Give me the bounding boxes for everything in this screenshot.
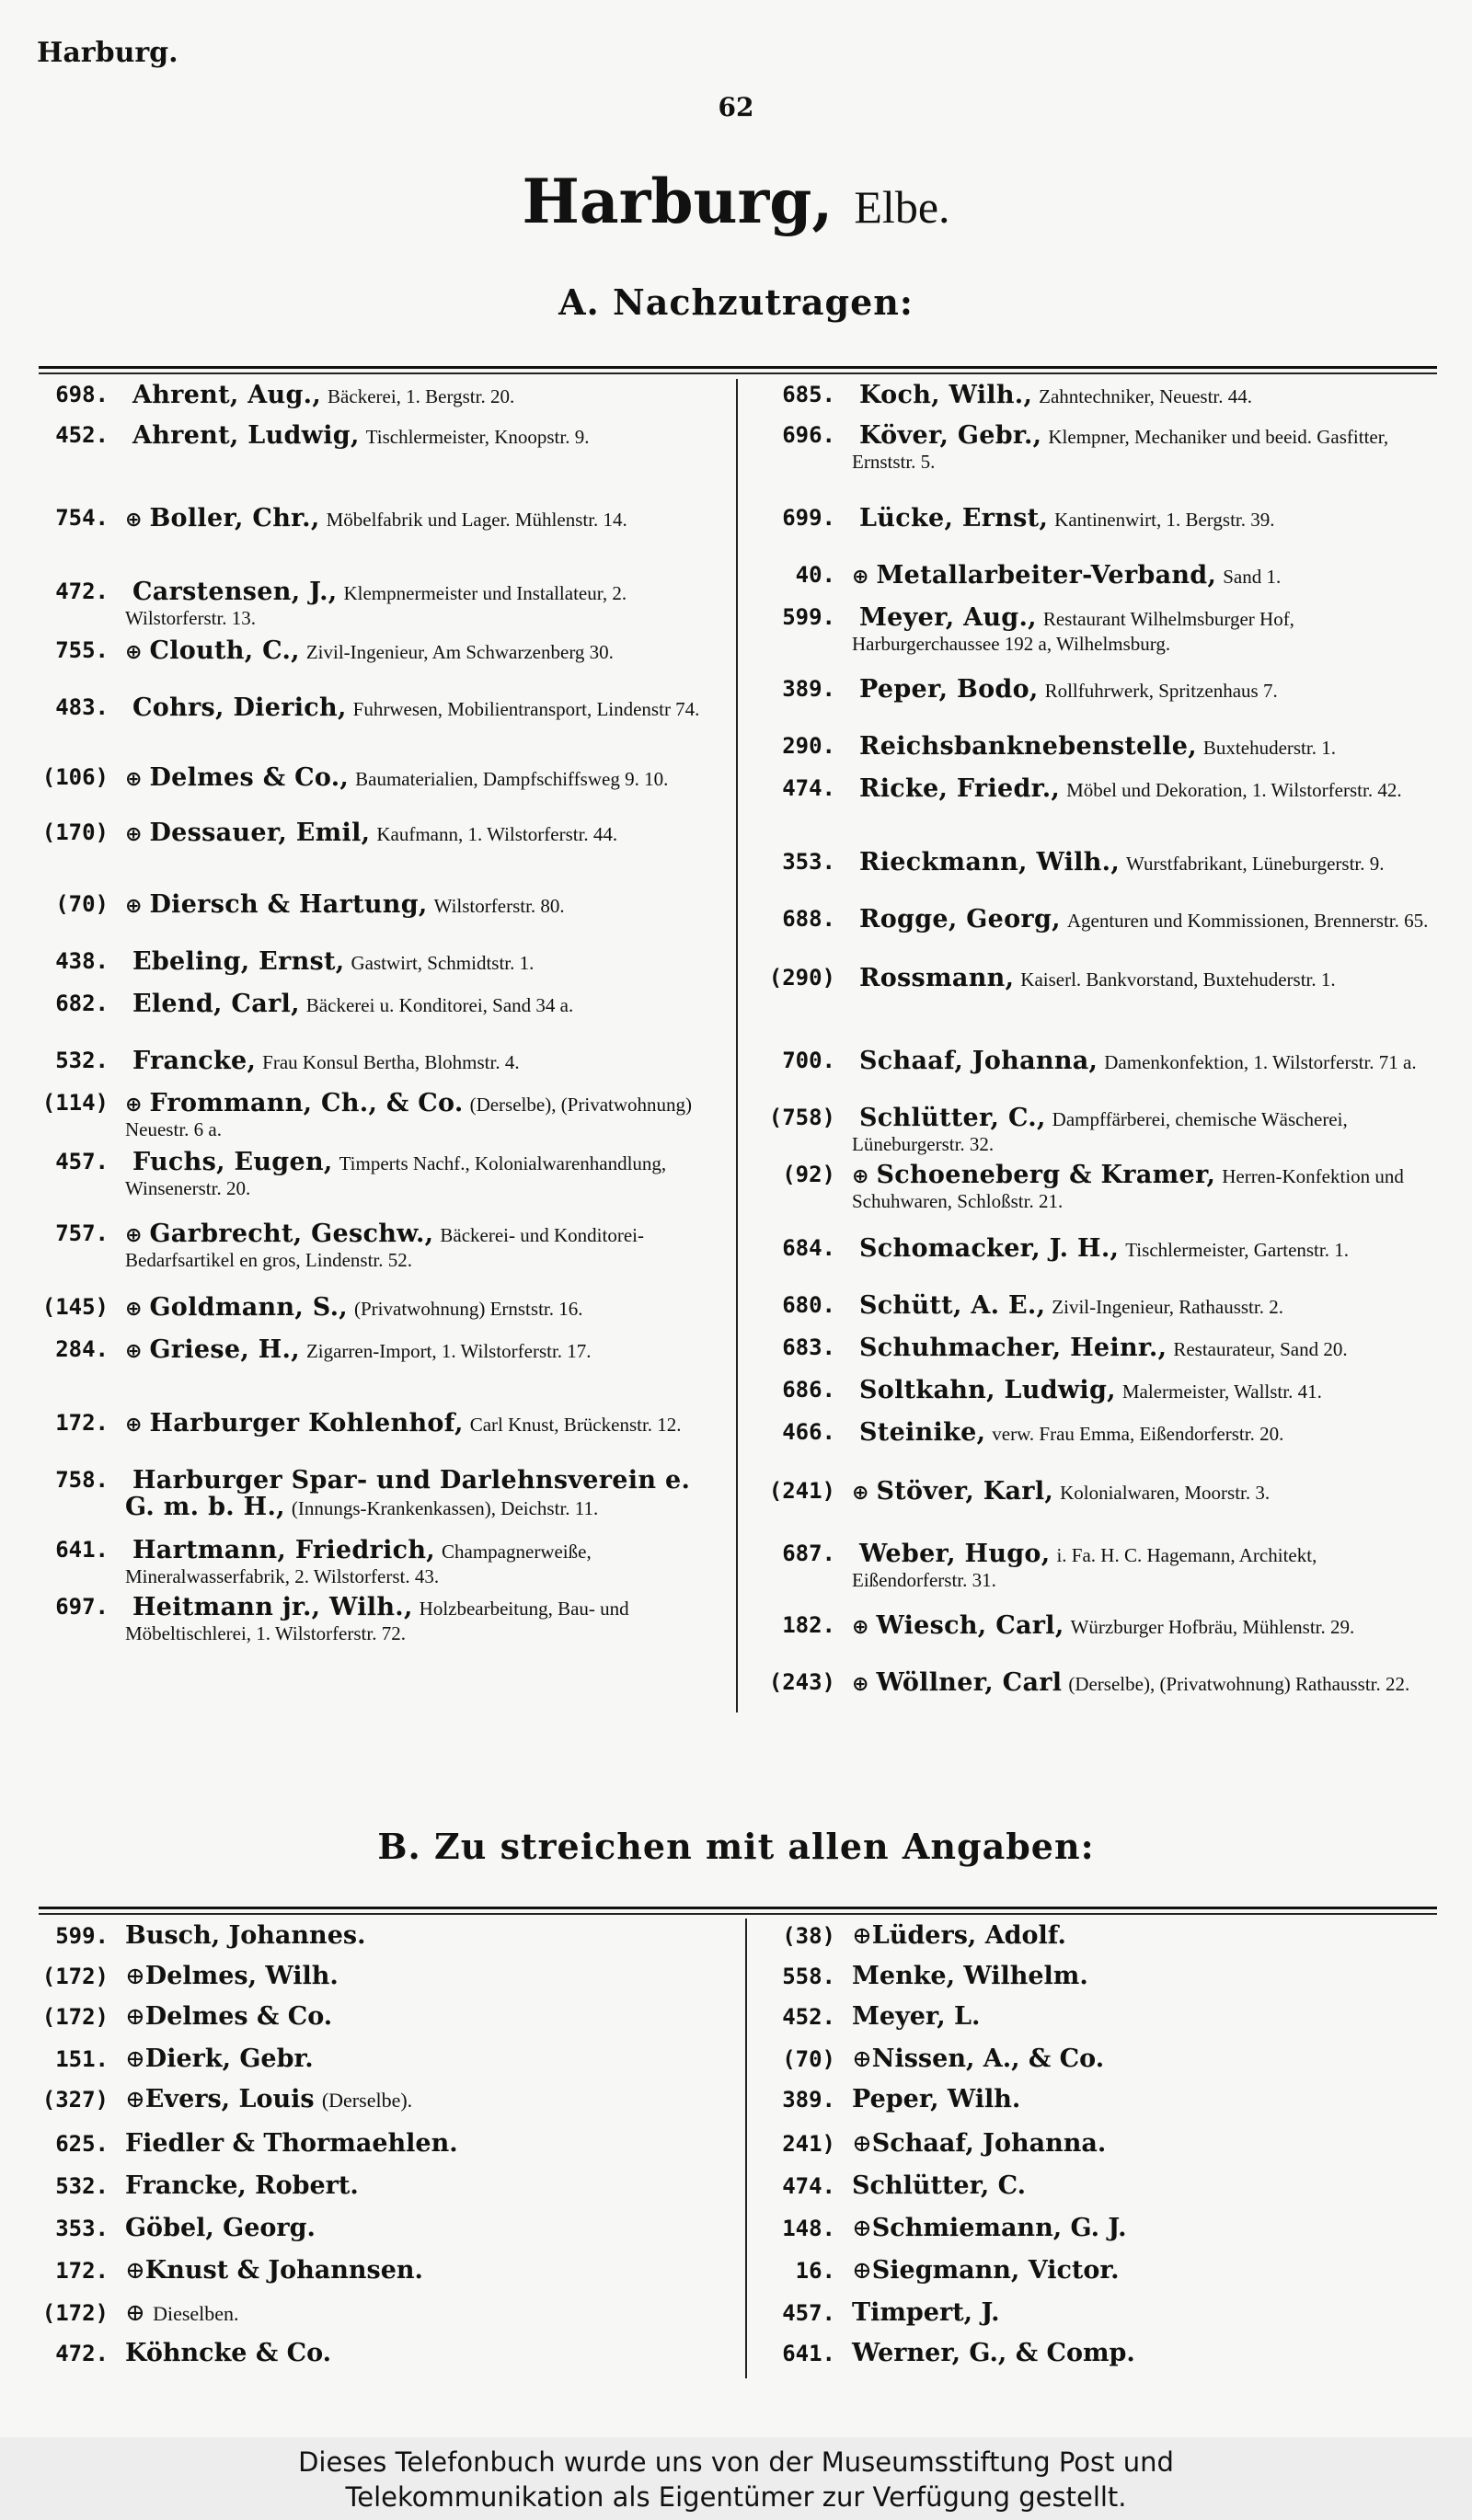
entry-number: (170) <box>41 819 109 845</box>
telephone-mark-icon: ⊕ <box>125 1298 143 1321</box>
entry-number: 40. <box>795 562 835 588</box>
entry-name: Ahrent, Ludwig, <box>132 421 360 450</box>
telephone-mark-icon: ⊕ <box>852 1165 869 1188</box>
entry-body <box>852 1105 1435 1157</box>
entry-number: 758. <box>55 1467 109 1493</box>
entry-number: 466. <box>782 1419 835 1445</box>
entry-body <box>125 1538 708 1589</box>
entry-number: 599. <box>55 1923 109 1949</box>
entry-body <box>125 1337 708 1364</box>
entry-name: Wiesch, Carl, <box>876 1611 1064 1640</box>
entry-name: Schoeneberg & Kramer, <box>876 1161 1216 1189</box>
entry-body <box>125 2172 708 2201</box>
entry-name: Schuhmacher, Heinr., <box>859 1334 1167 1362</box>
entry-details: Zivil-Ingenieur, Rathausstr. 2. <box>1052 1296 1283 1318</box>
section-a-rule-top-2 <box>39 372 1437 374</box>
entry-body <box>125 2130 708 2159</box>
entry-name: Diersch & Hartung, <box>149 890 428 919</box>
entry-details: verw. Frau Emma, Eißendorferstr. 20. <box>992 1423 1284 1445</box>
entry-name: Hartmann, Friedrich, <box>132 1536 436 1564</box>
telephone-mark-icon: ⊕ <box>125 823 143 846</box>
entry-body <box>852 1963 1435 1991</box>
telephone-mark-icon: ⊕ <box>852 1922 872 1950</box>
entry-body <box>125 820 708 847</box>
entry-body <box>125 2257 708 2285</box>
entry-body <box>125 2045 708 2074</box>
telephone-mark-icon: ⊕ <box>125 2045 145 2073</box>
entry-body <box>852 2172 1435 2201</box>
page-title <box>0 166 1472 237</box>
entry-number: 472. <box>55 2341 109 2366</box>
entry-name: Schlütter, C. <box>852 2171 1027 2200</box>
entry-body <box>852 2340 1435 2368</box>
entry-body <box>125 1048 708 1075</box>
entry-name: Schaaf, Johanna, <box>859 1047 1098 1075</box>
entry-details: Agenturen und Kommissionen, Brennerstr. 65. <box>1066 910 1429 932</box>
telephone-mark-icon: ⊕ <box>125 1224 143 1247</box>
entry-details: Bäckerei u. Konditorei, Sand 34 a. <box>305 994 574 1016</box>
telephone-mark-icon: ⊕ <box>852 1482 869 1505</box>
entry-name: Elend, Carl, <box>132 990 300 1018</box>
entry-details: Carl Knust, Brückenstr. 12. <box>469 1414 682 1436</box>
running-head: Harburg. <box>37 37 178 69</box>
entry-details: Frau Konsul Bertha, Blohmstr. 4. <box>262 1051 520 1073</box>
entry-number: 757. <box>55 1220 109 1246</box>
entry-name: Lüders, Adolf. <box>871 1921 1066 1950</box>
entry-number: 438. <box>55 948 109 974</box>
entry-name: Soltkahn, Ludwig, <box>859 1376 1116 1404</box>
entry-body <box>852 1335 1435 1362</box>
entry-details: Wilstorferstr. 80. <box>433 895 565 917</box>
entry-name: Griese, H., <box>149 1335 300 1364</box>
telephone-mark-icon: ⊕ <box>125 1094 143 1117</box>
entry-body <box>125 638 708 665</box>
entry-name: Schütt, A. E., <box>859 1291 1046 1320</box>
entry-body <box>852 2257 1435 2285</box>
entry-name: Siegmann, Victor. <box>871 2256 1120 2285</box>
entry-number: 599. <box>782 604 835 630</box>
page-number: 62 <box>718 92 754 122</box>
entry-name: Boller, Chr., <box>149 504 320 533</box>
entry-body <box>852 1922 1435 1951</box>
entry-details: Zivil-Ingenieur, Am Schwarzenberg 30. <box>305 641 614 663</box>
entry-name: Werner, G., & Comp. <box>852 2339 1135 2367</box>
entry-name: Meyer, L. <box>852 2002 981 2031</box>
telephone-mark-icon: ⊕ <box>125 2003 145 2031</box>
entry-details: Würzburger Hofbräu, Mühlenstr. 29. <box>1070 1616 1355 1638</box>
entry-number: 755. <box>55 637 109 663</box>
entry-details: Tischlermeister, Gartenstr. 1. <box>1125 1239 1349 1261</box>
entry-number: (38) <box>782 1923 835 1949</box>
entry-number: (290) <box>768 965 835 991</box>
entry-number: 686. <box>782 1377 835 1403</box>
entry-name: Schlütter, C., <box>859 1104 1046 1132</box>
entry-number: 558. <box>782 1964 835 1989</box>
entry-name: Meyer, Aug., <box>859 603 1037 632</box>
entry-number: (106) <box>41 764 109 790</box>
entry-body <box>852 2299 1435 2328</box>
entry-details: Gastwirt, Schmidtstr. 1. <box>351 952 535 974</box>
entry-number: (172) <box>41 2004 109 2030</box>
entry-number: 284. <box>55 1336 109 1362</box>
entry-body <box>125 1221 708 1273</box>
entry-body <box>125 2086 708 2114</box>
entry-details: i. Fa. H. C. Hagemann, Architekt, Eißendorferstr. 31. <box>852 1544 1317 1591</box>
entry-body <box>125 2299 708 2328</box>
telephone-mark-icon: ⊕ <box>125 768 143 791</box>
entry-name: Delmes & Co. <box>144 2002 333 2031</box>
entry-name: Fuchs, Eugen, <box>132 1148 333 1176</box>
entry-name: Goldmann, S., <box>149 1293 348 1322</box>
title-main: Harburg, <box>522 166 834 237</box>
entry-body <box>125 1150 708 1201</box>
entry-body <box>852 1479 1435 1506</box>
entry-body <box>852 1541 1435 1593</box>
entry-body <box>125 1411 708 1438</box>
entry-details: Herren-Konfektion und Schuhwaren, Schloßstr. 21. <box>852 1165 1404 1212</box>
entry-details: Timperts Nachf., Kolonialwarenhandlung, Winsenerstr. 20. <box>125 1152 667 1199</box>
entry-name: Clouth, C., <box>149 636 300 665</box>
archive-footer <box>0 2437 1472 2520</box>
entry-name: Ahrent, Aug., <box>132 381 322 409</box>
entry-number: 682. <box>55 991 109 1016</box>
entry-body <box>852 677 1435 704</box>
entry-number: 697. <box>55 1594 109 1620</box>
footer-line-2: Telekommunikation als Eigentümer zur Verfügung gestellt. <box>345 2481 1127 2513</box>
entry-body <box>125 1963 708 1991</box>
entry-details: Damenkonfektion, 1. Wilstorferstr. 71 a. <box>1104 1051 1417 1073</box>
entry-name: Heitmann jr., Wilh., <box>132 1593 413 1621</box>
entry-details: Restaurateur, Sand 20. <box>1173 1338 1348 1360</box>
entry-number: 353. <box>55 2216 109 2241</box>
entry-number: 457. <box>55 1149 109 1174</box>
entry-name: Köver, Gebr., <box>859 421 1042 450</box>
entry-name: Schmiemann, G. J. <box>871 2214 1127 2242</box>
telephone-mark-icon: ⊕ <box>852 2257 872 2285</box>
entry-body <box>852 1613 1435 1640</box>
entry-name: Frommann, Ch., & Co. <box>149 1089 464 1117</box>
entry-details: Kaufmann, 1. Wilstorferstr. 44. <box>376 823 618 845</box>
entry-body <box>125 949 708 976</box>
entry-name: Metallarbeiter-Verband, <box>876 561 1217 590</box>
telephone-mark-icon: ⊕ <box>852 2130 872 2158</box>
entry-name: Busch, Johannes. <box>125 1921 366 1950</box>
entry-name: Ricke, Friedr., <box>859 774 1061 803</box>
entry-body <box>852 605 1435 657</box>
telephone-mark-icon: ⊕ <box>125 1340 143 1363</box>
entry-name: Menke, Wilhelm. <box>852 1962 1088 1990</box>
entry-number: 696. <box>782 422 835 448</box>
entry-name: Francke, Robert. <box>125 2171 359 2200</box>
entry-number: 241) <box>782 2131 835 2157</box>
entry-number: 389. <box>782 676 835 702</box>
entry-body <box>125 2340 708 2368</box>
entry-details: Tischlermeister, Knoopstr. 9. <box>365 426 590 448</box>
section-a-left-column <box>37 383 708 1716</box>
entry-details: Sand 1. <box>1223 566 1282 588</box>
entry-number: 698. <box>55 382 109 407</box>
entry-name: Evers, Louis <box>144 2085 315 2113</box>
entry-number: 683. <box>782 1334 835 1360</box>
entry-body <box>852 907 1435 934</box>
entry-body <box>125 579 708 631</box>
entry-name: Koch, Wilh., <box>859 381 1033 409</box>
entry-number: 680. <box>782 1292 835 1318</box>
entry-details: Kantinenwirt, 1. Bergstr. 39. <box>1054 509 1275 531</box>
column-divider-b <box>745 1919 747 2378</box>
telephone-mark-icon: ⊕ <box>125 641 143 664</box>
entry-body <box>852 1048 1435 1075</box>
entry-number: 685. <box>782 382 835 407</box>
entry-body <box>125 765 708 792</box>
entry-details: (Innungs-Krankenkassen), Deichstr. 11. <box>291 1497 599 1519</box>
section-b-left-column <box>37 1922 708 2382</box>
entry-name: Harburger Spar- und Darlehnsverein e. G. m. b. H., <box>125 1466 691 1521</box>
entry-details: Bäckerei, 1. Bergstr. 20. <box>328 385 515 407</box>
entry-details: Klempnermeister und Installateur, 2. Wilstorferstr. 13. <box>125 582 627 629</box>
entry-name: Wöllner, Carl <box>876 1668 1063 1697</box>
entry-body <box>852 850 1435 876</box>
entry-details: Baumaterialien, Dampfschiffsweg 9. 10. <box>355 768 669 790</box>
section-a-rule-top <box>39 366 1437 369</box>
entry-number: (70) <box>782 2046 835 2072</box>
entry-details: Kaiserl. Bankvorstand, Buxtehuderstr. 1. <box>1020 968 1336 991</box>
entry-name: Francke, <box>132 1047 257 1075</box>
entry-name: Dessauer, Emil, <box>149 819 371 847</box>
entry-name: Rossmann, <box>859 964 1015 992</box>
entry-name: Ebeling, Ernst, <box>132 947 345 976</box>
entry-name: Fiedler & Thormaehlen. <box>125 2129 458 2158</box>
entry-body <box>852 1670 1435 1697</box>
entry-number: 474. <box>782 775 835 801</box>
entry-number: 641. <box>782 2341 835 2366</box>
entry-name: Steinike, <box>859 1418 986 1447</box>
entry-number: 452. <box>782 2004 835 2030</box>
entry-number: 688. <box>782 906 835 932</box>
entry-number: 353. <box>782 849 835 875</box>
telephone-mark-icon: ⊕ <box>125 1414 143 1437</box>
telephone-mark-icon: ⊕ <box>125 2086 145 2113</box>
entry-number: 687. <box>782 1541 835 1566</box>
entry-body <box>852 966 1435 992</box>
entry-number: (758) <box>768 1105 835 1130</box>
entry-body <box>852 1378 1435 1404</box>
entry-number: (172) <box>41 2300 109 2326</box>
entry-details: Dieselben. <box>153 2302 239 2325</box>
entry-body <box>852 2003 1435 2032</box>
entry-body <box>852 1163 1435 1214</box>
entry-details: Wurstfabrikant, Lüneburgerstr. 9. <box>1126 853 1385 875</box>
entry-body <box>125 1595 708 1646</box>
entry-body <box>852 2215 1435 2243</box>
entry-body <box>125 423 708 450</box>
entry-number: 389. <box>782 2087 835 2113</box>
entry-name: Nissen, A., & Co. <box>871 2045 1105 2073</box>
entry-number: (70) <box>55 891 109 917</box>
entry-number: (114) <box>41 1090 109 1116</box>
entry-number: 172. <box>55 1410 109 1436</box>
entry-details: Zahntechniker, Neuestr. 44. <box>1039 385 1252 407</box>
entry-number: (145) <box>41 1294 109 1320</box>
entry-body <box>852 506 1435 533</box>
entry-number: 472. <box>55 578 109 604</box>
entry-body <box>125 991 708 1018</box>
entry-body <box>125 695 708 722</box>
entry-name: Göbel, Georg. <box>125 2214 316 2242</box>
entry-number: 452. <box>55 422 109 448</box>
entry-number: (327) <box>41 2087 109 2113</box>
entry-number: 625. <box>55 2131 109 2157</box>
entry-number: 16. <box>795 2258 835 2284</box>
telephone-mark-icon: ⊕ <box>852 2215 872 2242</box>
entry-name: Rogge, Georg, <box>859 905 1061 934</box>
entry-number: 457. <box>782 2300 835 2326</box>
entry-details: (Derselbe). <box>321 2089 413 2112</box>
entry-name: Knust & Johannsen. <box>144 2256 423 2285</box>
entry-number: 290. <box>782 733 835 759</box>
entry-body <box>852 563 1435 590</box>
entry-name: Harburger Kohlenhof, <box>149 1409 464 1438</box>
title-sub: Elbe. <box>854 181 950 233</box>
telephone-mark-icon: ⊕ <box>852 1616 869 1639</box>
entry-body <box>125 1468 708 1521</box>
entry-details: Möbelfabrik und Lager. Mühlenstr. 14. <box>326 509 627 531</box>
entry-name: Weber, Hugo, <box>859 1540 1051 1568</box>
section-b-rule-top-2 <box>39 1913 1437 1915</box>
entry-name: Rieckmann, Wilh., <box>859 848 1121 876</box>
entry-details: Fuhrwesen, Mobilientransport, Lindenstr 74. <box>352 698 700 720</box>
entry-number: 532. <box>55 1048 109 1073</box>
entry-details: Rollfuhrwerk, Spritzenhaus 7. <box>1044 680 1278 702</box>
entry-body <box>125 2215 708 2243</box>
entry-number: (172) <box>41 1964 109 1989</box>
entry-body <box>852 1420 1435 1447</box>
entry-body <box>852 1293 1435 1320</box>
entry-name: Garbrecht, Geschw., <box>149 1220 434 1248</box>
entry-details: Kolonialwaren, Moorstr. 3. <box>1060 1482 1271 1504</box>
telephone-mark-icon: ⊕ <box>852 566 869 589</box>
entry-details: Klempner, Mechaniker und beeid. Gasfitter, Ernststr. 5. <box>852 426 1389 473</box>
section-b-right-column <box>764 1922 1435 2382</box>
entry-details: Holzbearbeitung, Bau- und Möbeltischlerei, 1. Wilstorferstr. 72. <box>125 1598 629 1644</box>
entry-name: Delmes & Co., <box>149 763 350 792</box>
entry-body <box>852 2086 1435 2114</box>
entry-number: 754. <box>55 505 109 531</box>
entry-number: 148. <box>782 2216 835 2241</box>
entry-number: 474. <box>782 2173 835 2199</box>
entry-name: Peper, Wilh. <box>852 2085 1021 2113</box>
entry-body <box>852 2130 1435 2159</box>
entry-name: Lücke, Ernst, <box>859 504 1049 533</box>
entry-body <box>852 1236 1435 1263</box>
entry-number: 172. <box>55 2258 109 2284</box>
entry-details: Restaurant Wilhelmsburger Hof, Harburgerchaussee 192 a, Wilhelmsburg. <box>852 608 1294 655</box>
section-b-rule-top <box>39 1907 1437 1909</box>
entry-number: 532. <box>55 2173 109 2199</box>
section-a-title: A. Nachzutragen: <box>558 281 914 323</box>
entry-name: Köhncke & Co. <box>125 2339 332 2367</box>
telephone-mark-icon: ⊕ <box>852 2045 872 2073</box>
entry-number: 684. <box>782 1235 835 1261</box>
footer-line-1: Dieses Telefonbuch wurde uns von der Museumsstiftung Post und <box>298 2446 1174 2478</box>
entry-details: Malermeister, Wallstr. 41. <box>1121 1380 1322 1403</box>
entry-body <box>852 2045 1435 2074</box>
entry-name: Schomacker, J. H., <box>859 1234 1120 1263</box>
telephone-mark-icon: ⊕ <box>125 1963 145 1990</box>
entry-details: Bäckerei- und Konditorei-Bedarfsartikel en gros, Lindenstr. 52. <box>125 1224 644 1271</box>
entry-number: 641. <box>55 1537 109 1563</box>
entry-body <box>125 1091 708 1142</box>
entry-name: Timpert, J. <box>852 2298 1000 2327</box>
entry-body <box>125 2003 708 2032</box>
entry-number: 699. <box>782 505 835 531</box>
entry-body <box>125 1922 708 1951</box>
entry-body <box>852 734 1435 761</box>
entry-body <box>125 383 708 409</box>
telephone-mark-icon: ⊕ <box>852 1673 869 1696</box>
entry-name: Peper, Bodo, <box>859 675 1039 704</box>
entry-number: (92) <box>782 1162 835 1187</box>
entry-body <box>125 892 708 919</box>
entry-number: 151. <box>55 2046 109 2072</box>
entry-name: Cohrs, Dierich, <box>132 693 347 722</box>
entry-details: (Derselbe), (Privatwohnung) Rathausstr. 22. <box>1068 1673 1410 1695</box>
entry-number: 483. <box>55 694 109 720</box>
entry-details: Champagnerweiße, Mineralwasserfabrik, 2. Wilstorferst. 43. <box>125 1541 592 1587</box>
entry-details: Dampffärberei, chemische Wäscherei, Lüneburgerstr. 32. <box>852 1108 1348 1155</box>
entry-body <box>852 776 1435 803</box>
entry-details: Buxtehuderstr. 1. <box>1202 737 1336 759</box>
telephone-mark-icon: ⊕ <box>125 895 143 918</box>
section-a-right-column <box>764 383 1435 1716</box>
entry-name: Delmes, Wilh. <box>144 1962 339 1990</box>
entry-body <box>852 423 1435 475</box>
entry-details: Zigarren-Import, 1. Wilstorferstr. 17. <box>305 1340 592 1362</box>
entry-details: Möbel und Dekoration, 1. Wilstorferstr. 42. <box>1066 779 1402 801</box>
entry-name: Dierk, Gebr. <box>144 2045 314 2073</box>
telephone-mark-icon: ⊕ <box>125 2299 145 2327</box>
entry-name: Reichsbanknebenstelle, <box>859 732 1197 761</box>
entry-number: (241) <box>768 1478 835 1504</box>
entry-body <box>125 1295 708 1322</box>
entry-name: Stöver, Karl, <box>876 1477 1054 1506</box>
entry-number: (243) <box>768 1669 835 1695</box>
entry-details: (Privatwohnung) Ernststr. 16. <box>354 1298 583 1320</box>
entry-body <box>852 383 1435 409</box>
entry-number: 700. <box>782 1048 835 1073</box>
entry-name: Schaaf, Johanna. <box>871 2129 1107 2158</box>
entry-details: (Derselbe), (Privatwohnung) Neuestr. 6 a. <box>125 1094 693 1140</box>
entry-body <box>125 506 708 533</box>
telephone-mark-icon: ⊕ <box>125 2257 145 2285</box>
entry-name: Carstensen, J., <box>132 578 338 606</box>
column-divider-a <box>736 379 738 1712</box>
telephone-mark-icon: ⊕ <box>125 509 143 532</box>
entry-number: 182. <box>782 1612 835 1638</box>
section-b-title: B. Zu streichen mit allen Angaben: <box>377 1826 1095 1867</box>
